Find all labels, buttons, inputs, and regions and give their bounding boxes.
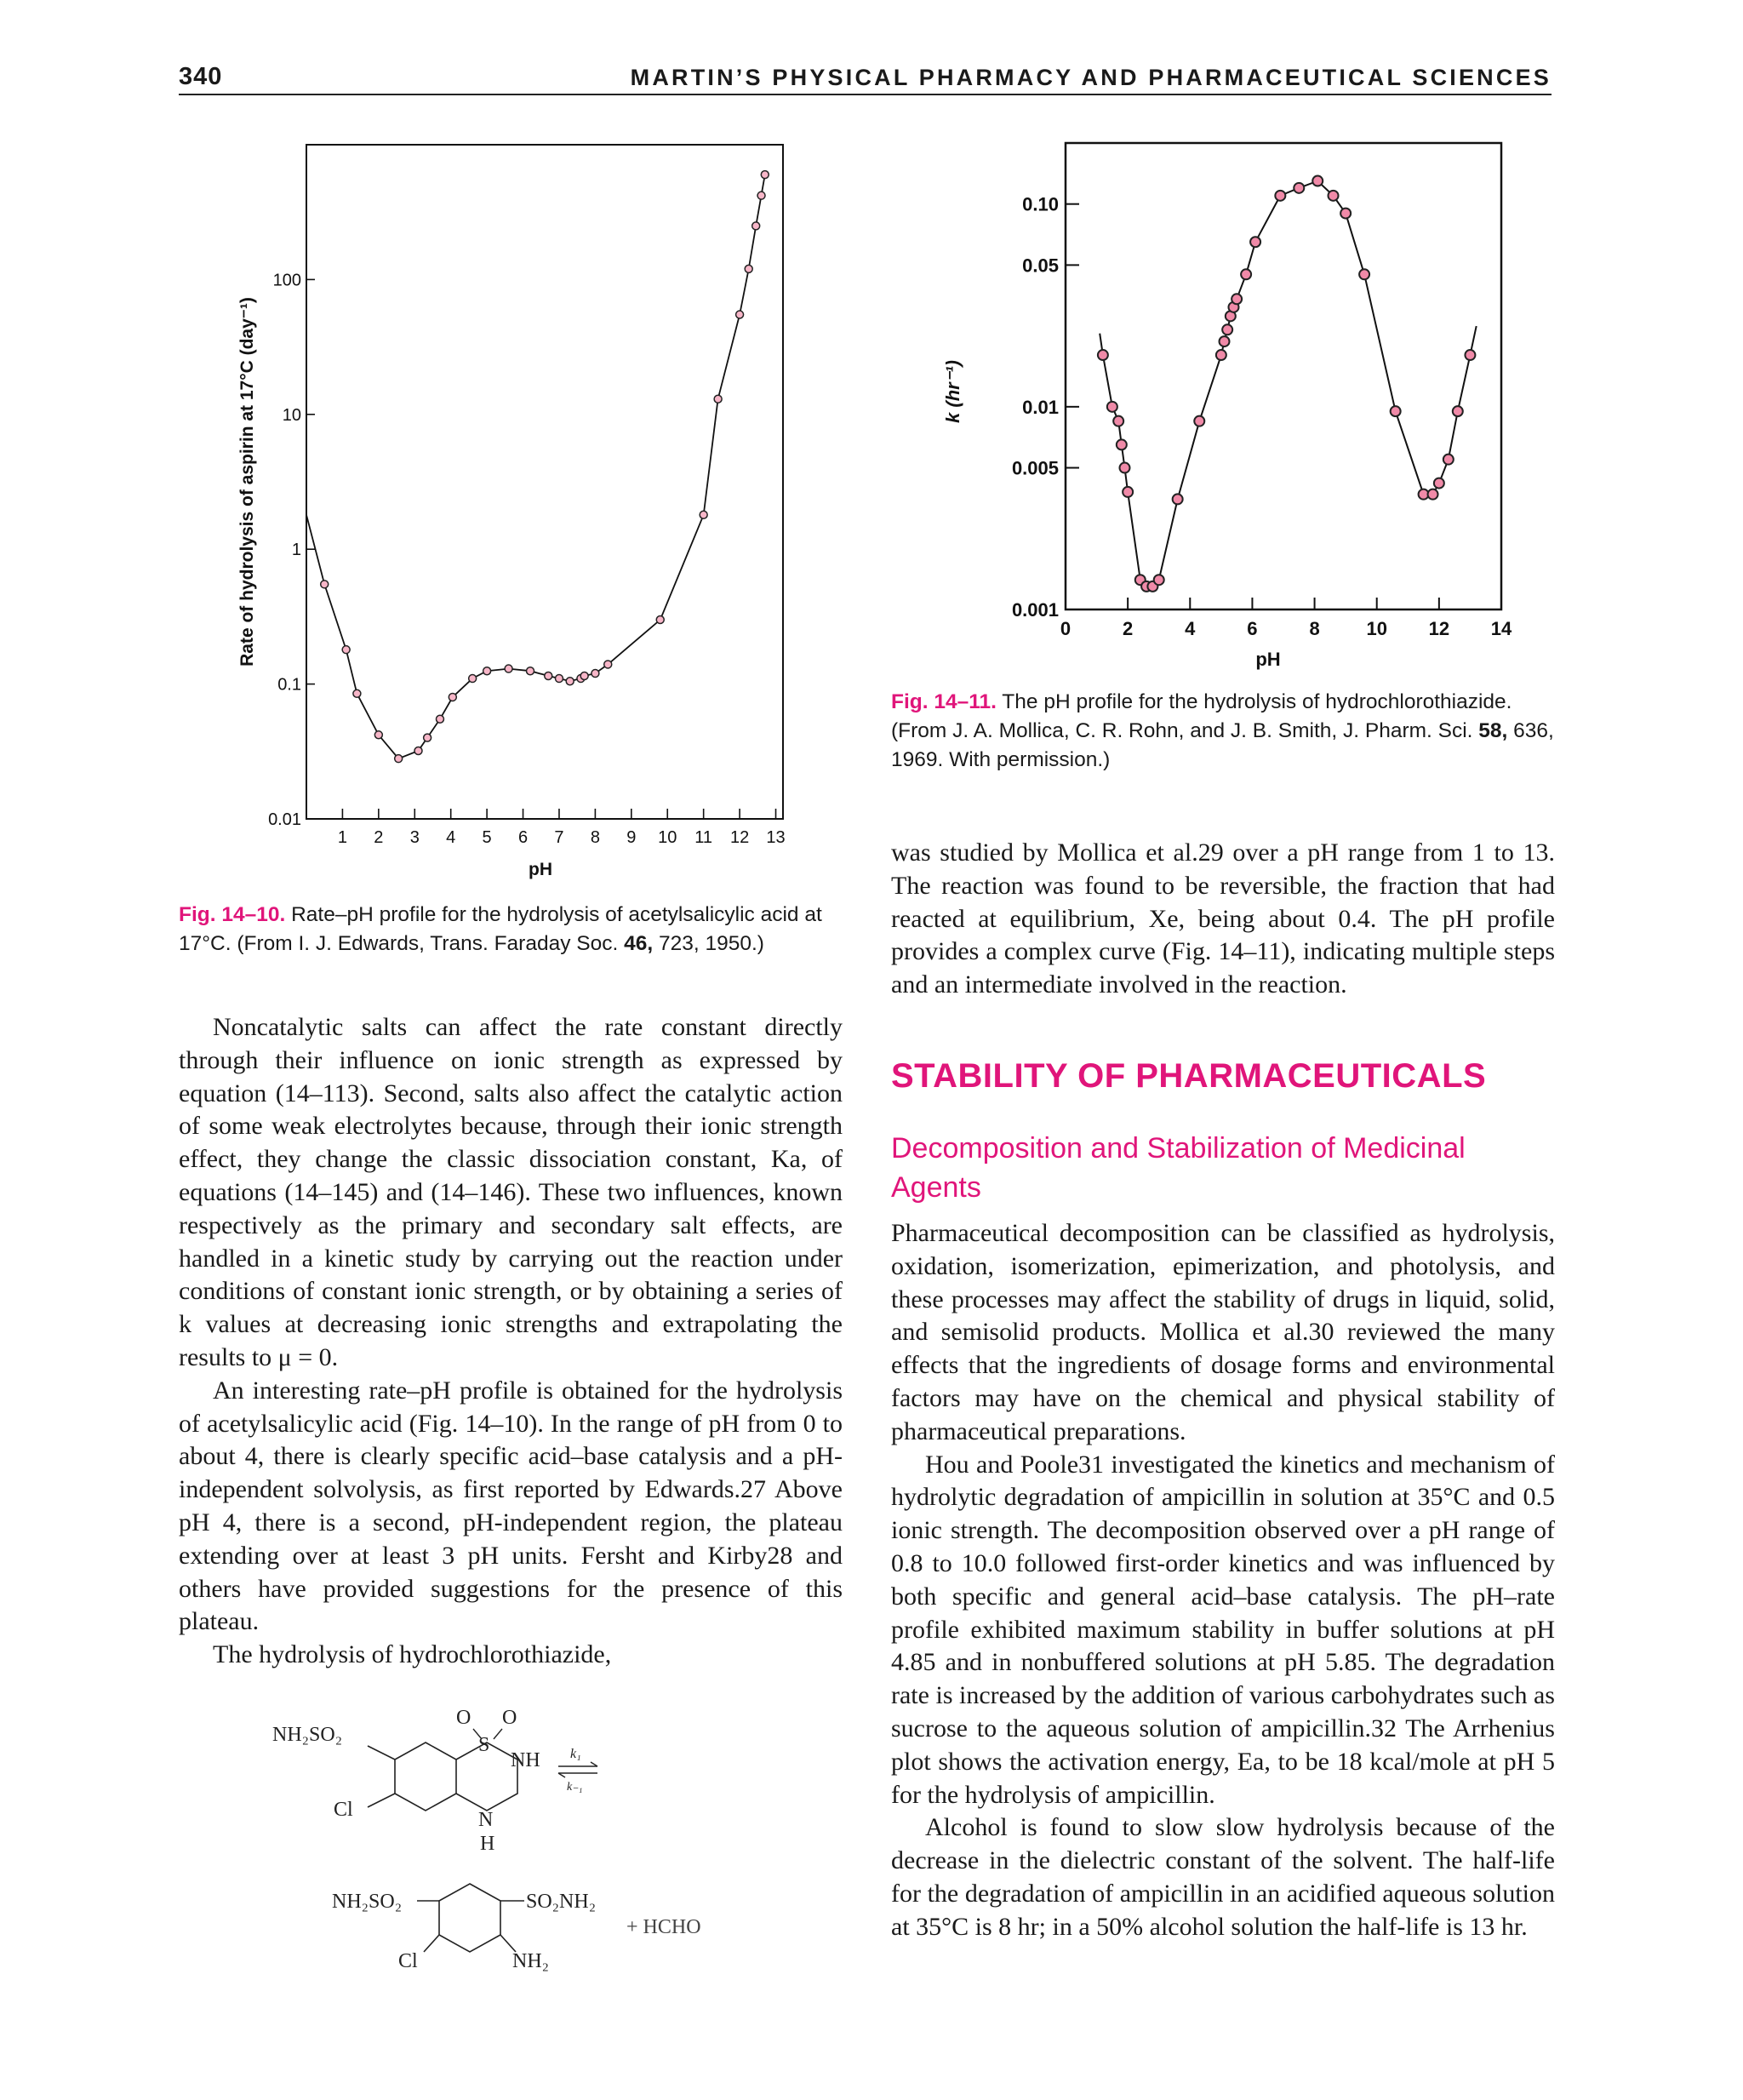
nh2-label: NH₂ (512, 1950, 550, 1972)
y-tick-label: 0.01 (268, 810, 301, 829)
page-number: 340 (179, 63, 223, 90)
plot-frame (1066, 143, 1501, 609)
data-point (1123, 487, 1133, 497)
x-tick-label: 8 (590, 828, 600, 847)
x-tick-label: 8 (1309, 618, 1320, 639)
x-tick-label: 6 (1247, 618, 1258, 639)
data-point (1329, 191, 1339, 201)
x-tick-label: 3 (409, 828, 420, 847)
caption-volume: 58, (1478, 719, 1508, 742)
data-point (1275, 191, 1285, 201)
k-1-label: k₋₁ (567, 1781, 583, 1794)
x-tick-label: 5 (482, 828, 492, 847)
x-tick-labels (338, 809, 786, 847)
data-point (342, 646, 350, 654)
data-point (395, 755, 403, 763)
oxygen-label: O (502, 1707, 517, 1729)
x-tick-label: 4 (1185, 618, 1196, 639)
data-point (321, 581, 329, 588)
k1-label: k₁ (570, 1747, 581, 1761)
x-tick-label: 10 (658, 828, 677, 847)
y-tick-label: 0.10 (1022, 193, 1059, 215)
nh2so2-label: NH₂SO₂ (332, 1891, 403, 1913)
data-point (555, 675, 563, 683)
x-tick-label: 13 (766, 828, 786, 847)
data-point (752, 222, 760, 230)
right-column (891, 1217, 1555, 1944)
data-point (1241, 269, 1251, 279)
data-point (1098, 350, 1108, 360)
data-point (1434, 478, 1444, 489)
y-tick-label: 1 (291, 541, 301, 560)
nh2so2-label: NH₂SO₂ (272, 1724, 343, 1746)
x-tick-label: 10 (1366, 618, 1387, 639)
benzene-ring (439, 1884, 500, 1952)
data-point (745, 265, 752, 272)
figure-14-10-chart (217, 136, 813, 885)
n-label: N (478, 1809, 494, 1831)
x-tick-label: 7 (554, 828, 564, 847)
data-points (1098, 176, 1476, 592)
data-point (1113, 416, 1123, 426)
y-tick-label: 10 (282, 405, 301, 425)
y-axis-label: Rate of hydrolysis of aspirin at 17°C (day⁻¹) (237, 297, 257, 667)
data-point (436, 715, 443, 723)
x-tick-label: 2 (1123, 618, 1134, 639)
caption-text: Rate–pH profile for the hydrolysis of acetylsalicylic acid at 17°C. (From I. J. Edwards, Trans. Faraday Soc. (179, 903, 822, 955)
data-point (1250, 237, 1260, 247)
right-column-continuation (891, 837, 1555, 1002)
data-points (321, 171, 769, 763)
data-point (1359, 269, 1369, 279)
x-tick-label: 6 (517, 828, 529, 847)
section-heading: STABILITY OF PHARMACEUTICALS (891, 1057, 1487, 1095)
x-tick-label: 2 (374, 828, 384, 847)
x-tick-label: 9 (626, 828, 637, 847)
data-point (1294, 183, 1304, 193)
x-tick-label: 14 (1490, 618, 1512, 639)
y-tick-label: 0.005 (1011, 457, 1059, 479)
caption-label: Fig. 14–11. (891, 690, 997, 713)
x-tick-label: 11 (694, 828, 713, 847)
data-point (714, 395, 722, 403)
data-point (591, 670, 599, 678)
data-point (580, 672, 588, 679)
data-point (1220, 336, 1230, 346)
x-tick-label: 0 (1060, 618, 1072, 639)
y-tick-label: 100 (272, 271, 301, 290)
data-point (353, 690, 361, 697)
data-point (1443, 455, 1454, 465)
data-point (1391, 406, 1401, 416)
benzene-ring (395, 1742, 456, 1811)
left-column (179, 1011, 843, 1672)
x-axis-label: pH (529, 860, 552, 879)
x-axis-label: pH (1255, 649, 1281, 670)
x-tick-label: 12 (1428, 618, 1450, 639)
x-tick-label: 1 (337, 828, 347, 847)
plot-frame (306, 145, 783, 819)
paragraph: Noncatalytic salts can affect the rate constant directly through their influence on ionic strength as expressed by equation (14–113). Second, salts also affect the catalytic action of some weak electrolytes because, through their ionic strength effect, they change the classic dissociation constant, Ka, of equations (14–145) and (14–146). These two influences, known respectively as the primary and secondary salt effects, are handled in a kinetic study by carrying out the reaction under conditions of constant ionic strength, or by obtaining a series of k values at decreasing ionic strengths and extrapolating the results to μ = 0. (179, 1013, 843, 1371)
header-rule (179, 94, 1552, 95)
y-tick-labels (1012, 194, 1079, 621)
data-point (700, 511, 707, 518)
caption-tail: 636, 1969. With permission.) (891, 719, 1554, 771)
paragraph: Pharmaceutical decomposition can be classified as hydrolysis, oxidation, isomerization, epimerization, and photolysis, and these processes may affect the stability of drugs in liquid, solid, and semisolid products. Mollica et al.30 reviewed the many effects that the ingredients of dosage forms and environmental factors may have on the chemical and physical stability of pharmaceutical preparations. (891, 1219, 1555, 1445)
y-tick-labels (268, 271, 315, 829)
caption-tail: 723, 1950.) (653, 932, 764, 955)
cl-label: Cl (398, 1950, 418, 1972)
data-point (1340, 209, 1351, 219)
x-tick-labels (1060, 598, 1512, 639)
fitted-curve (306, 175, 765, 758)
data-point (1222, 324, 1232, 335)
data-point (414, 747, 422, 754)
so2nh2-label: SO₂NH₂ (526, 1891, 597, 1913)
data-point (545, 672, 552, 679)
fitted-curve (1100, 181, 1477, 587)
data-point (1154, 575, 1164, 585)
running-title: MARTIN’S PHYSICAL PHARMACY AND PHARMACEUTICAL SCIENCES (630, 65, 1552, 90)
data-point (469, 675, 477, 683)
data-point (483, 667, 491, 675)
data-point (1216, 350, 1226, 360)
sub-heading: Decomposition and Stabilization of Medicinal Agents (891, 1132, 1466, 1204)
data-point (1428, 489, 1438, 500)
caption-volume: 46, (624, 932, 654, 955)
data-point (736, 311, 744, 318)
data-point (1453, 406, 1463, 416)
data-point (505, 665, 512, 672)
sulfur-label: S (478, 1734, 490, 1756)
h-label: H (480, 1833, 495, 1855)
paragraph: An interesting rate–pH profile is obtained for the hydrolysis of acetylsalicylic acid (Fig. 14–10). In the range of pH from 0 to about 4, there is clearly specific acid–base catalysis and a pH-independent solvolysis, as first reported by Edwards.27 Above pH 4, there is a second, pH-independent region, the plateau extending over at least 3 pH units. Fersht and Kirby28 and others have provided suggestions for the presence of this plateau. (179, 1376, 843, 1636)
data-point (424, 734, 431, 741)
oxygen-label: O (456, 1707, 471, 1729)
paragraph: Alcohol is found to slow slow hydrolysis because of the decrease in the dielectric constant of the solvent. The half-life for the degradation of ampicillin in an acidified aqueous solution at 35°C is 8 hr; in a 50% alcohol solution the half-life is 13 hr. (891, 1813, 1555, 1941)
y-tick-label: 0.01 (1022, 396, 1059, 418)
paragraph: The hydrolysis of hydrochlorothiazide, (213, 1640, 612, 1669)
data-point (1465, 350, 1475, 360)
y-tick-label: 0.05 (1022, 255, 1059, 277)
data-point (449, 693, 456, 701)
figure-14-11-chart (936, 136, 1515, 681)
hcho-product-label: + HCHO (626, 1916, 701, 1938)
y-tick-label: 0.1 (277, 675, 301, 695)
data-point (1117, 439, 1127, 449)
data-point (1194, 416, 1204, 426)
data-point (757, 192, 765, 199)
data-point (1312, 176, 1323, 186)
data-point (527, 667, 534, 675)
data-point (1232, 294, 1242, 304)
data-point (656, 616, 664, 624)
figure-14-11-caption (891, 688, 1555, 775)
data-point (1173, 494, 1183, 504)
data-point (374, 731, 382, 739)
caption-text: The pH profile for the hydrolysis of hydrochlorothiazide. (From J. A. Mollica, C. R. Rohn, and J. B. Smith, J. Pharm. Sci. (891, 690, 1512, 742)
caption-label: Fig. 14–10. (179, 903, 286, 926)
cl-label: Cl (334, 1799, 353, 1821)
y-axis-label: k (hr⁻¹) (942, 360, 963, 423)
nh-label: NH (511, 1749, 540, 1771)
y-tick-label: 0.001 (1011, 599, 1059, 621)
figure-14-10-caption (179, 901, 843, 958)
data-point (566, 678, 574, 685)
data-point (761, 171, 769, 179)
x-tick-label: 12 (729, 828, 750, 847)
paragraph: was studied by Mollica et al.29 over a pH range from 1 to 13. The reaction was found to be reversible, the fraction that had reacted at equilibrium, Xe, being about 0.4. The pH profile provides a complex curve (Fig. 14–11), indicating multiple steps and an intermediate involved in the reaction. (891, 838, 1555, 999)
hydrolysis-reaction-scheme (255, 1690, 766, 1979)
data-point (1119, 463, 1129, 473)
paragraph: Hou and Poole31 investigated the kinetics and mechanism of hydrolytic degradation of ampicillin in solution at 35°C and 0.5 ionic strength. The decomposition observed over a pH range of 0.8 to 10.0 followed first-order kinetics and was influenced by both specific and general acid–base catalysis. The pH–rate profile exhibited maximum stability in buffer solutions at pH 4.85 and in nonbuffered solutions at pH 5.85. The degradation rate is increased by the addition of various carbohydrates such as sucrose to the aqueous solution of ampicillin.32 The Arrhenius plot shows the activation energy, Ea, to be 18 kcal/mole at pH 5 for the hydrolysis of ampicillin. (891, 1450, 1555, 1809)
data-point (1107, 402, 1117, 412)
data-point (604, 661, 612, 668)
x-tick-label: 4 (446, 828, 456, 847)
